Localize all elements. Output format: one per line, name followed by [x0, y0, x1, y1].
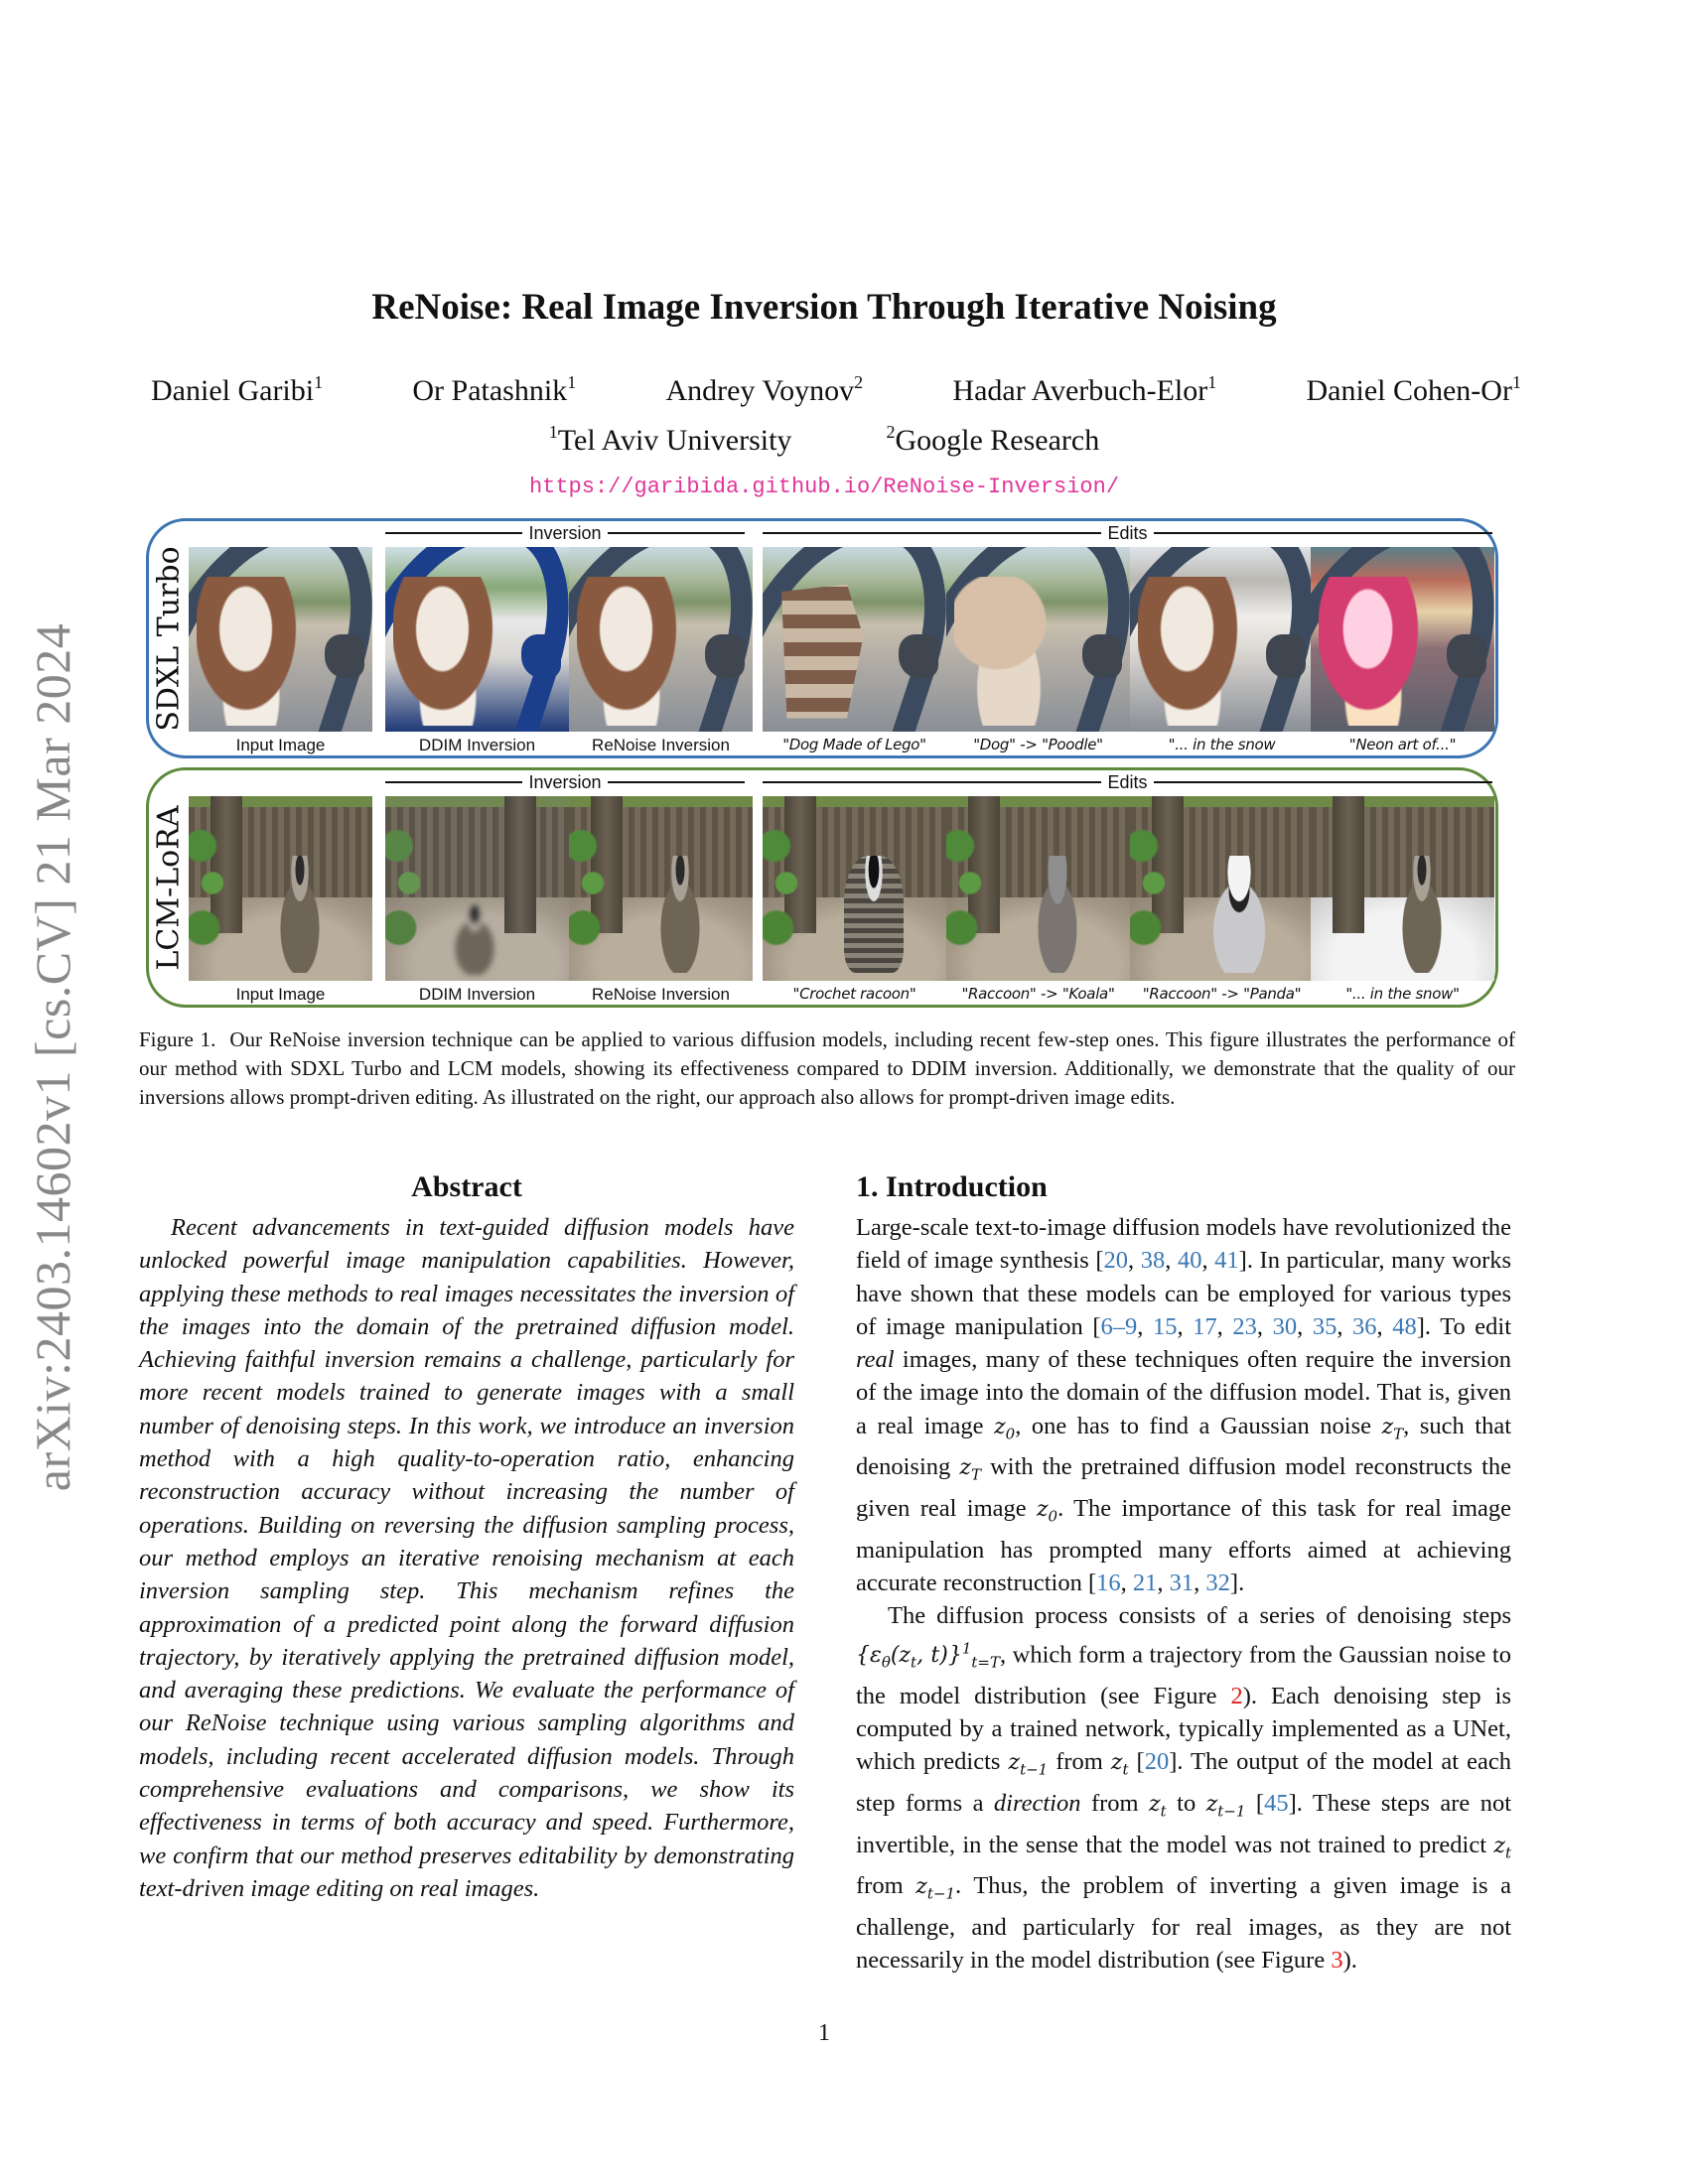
- introduction-section: [856, 1169, 1511, 1978]
- ddim-inversion-image: [385, 547, 569, 732]
- intro-paragraph-2: The diffusion process consists of a series of denoising steps {$\varepsilon_\theta(z_t$, t)}$^1_{t=T}$, which form a trajectory from the Gaussian noise to the model distribution (see Figure 2). Each denoising step is computed by a trained network, typically implemented as a UNet, which predicts $z_{t-1}$ from $z_t$ [20]. The output of the model at each step forms a direction from $z_t$ to $z_{t-1}$ [45]. These steps are not invertible, in the sense that the model was not trained to predict $z_t$ from $z_{t-1}$. Thus, the problem of inverting a given image is a challenge, and particularly for real images, as they are not necessarily in the model distribution (see Figure 3).: [856, 1602, 1512, 1975]
- author: Or Patashnik$^1$: [412, 372, 577, 407]
- tile-caption: ReNoise Inversion: [592, 736, 730, 754]
- tile-caption: "Raccoon" -> "Panda": [1142, 985, 1302, 1003]
- page-number: 1: [818, 2020, 830, 2046]
- citation-link[interactable]: 17: [1193, 1312, 1217, 1340]
- tile-caption: "Crochet racoon": [792, 985, 916, 1003]
- affiliation: $^2$Google Research: [886, 422, 1100, 457]
- tile-caption: "Dog Made of Lego": [782, 736, 926, 753]
- project-url-link[interactable]: https://garibida.github.io/ReNoise-Inversion/: [528, 475, 1120, 499]
- figure-caption: Figure 1. Our ReNoise inversion technique can be applied to various diffusion models, including recent few-step ones. This figure illustrates the performance of our method with SDXL Turbo and LCM models, showing its effectiveness compared to DDIM inversion. Additionally, we demonstrate that the quality of our inversions allows prompt-driven editing. As illustrated on the right, our approach also allows for prompt-driven image edits.: [139, 1027, 1515, 1109]
- citation-link[interactable]: 48: [1392, 1312, 1417, 1340]
- edits-group-header: Edits: [763, 772, 1492, 792]
- citation-link[interactable]: 21: [1132, 1570, 1158, 1597]
- citation-link[interactable]: 32: [1205, 1570, 1230, 1597]
- edit-image-panda: [1130, 796, 1314, 981]
- abstract-heading: Abstract: [411, 1170, 522, 1203]
- author: Hadar Averbuch-Elor$^1$: [952, 372, 1217, 407]
- introduction-heading: 1. Introduction: [856, 1170, 1048, 1203]
- renoise-inversion-image: [569, 547, 753, 732]
- tile-caption: ReNoise Inversion: [592, 985, 730, 1004]
- tile-caption: "Raccoon" -> "Koala": [961, 985, 1115, 1003]
- affiliation: $^1$Tel Aviv University: [548, 422, 792, 457]
- row-label: LCM-LoRA: [151, 805, 187, 970]
- inversion-group-header: Inversion: [385, 523, 745, 543]
- author: Daniel Garibi$^1$: [151, 372, 324, 407]
- ddim-inversion-image: [385, 796, 569, 981]
- tile-caption: "... in the snow: [1168, 736, 1276, 753]
- affiliation-list: [0, 422, 1648, 458]
- citation-link[interactable]: 35: [1312, 1312, 1337, 1340]
- tile-caption: Input Image: [235, 736, 326, 754]
- author: Andrey Voynov$^2$: [665, 372, 864, 407]
- edit-image-koala: [946, 796, 1130, 981]
- citation-link[interactable]: 6–9: [1100, 1312, 1138, 1340]
- figure-row-sdxl-turbo: [146, 518, 1498, 758]
- citation-link[interactable]: 31: [1169, 1570, 1195, 1597]
- arxiv-watermark: arXiv:2403.14602v1 [cs.CV] 21 Mar 2024: [25, 622, 80, 1492]
- citation-link[interactable]: 20: [1144, 1748, 1170, 1776]
- edit-image-neon: [1311, 547, 1494, 732]
- edit-image-crochet: [763, 796, 946, 981]
- citation-link[interactable]: 36: [1352, 1312, 1377, 1340]
- tile-caption: DDIM Inversion: [418, 985, 536, 1004]
- citation-link[interactable]: 15: [1152, 1312, 1178, 1340]
- abstract-text: Recent advancements in text-guided diffusion models have unlocked powerful image manipulation capabilities. However, applying these methods to real images necessitates the inversion of the images into the domain of the pretrained diffusion model. Achieving faithful inversion remains a challenge, particularly for more recent models trained to generate images with a small number of denoising steps. In this work, we introduce an inversion method with a high quality-to-operation ratio, enhancing reconstruction accuracy without increasing the number of operations. Building on reversing the diffusion sampling process, our method employs an iterative renoising mechanism at each inversion sampling step. This mechanism refines the approximation of a predicted point along the forward diffusion trajectory, by iteratively applying the pretrained diffusion model, and averaging these predictions. We evaluate the performance of our ReNoise technique using various sampling algorithms and models, including recent accelerated diffusion models. Through comprehensive evaluations and comparisons, we show its effectiveness in terms of both accuracy and speed. Furthermore, we confirm that our method preserves editability by demonstrating text-driven image editing on real images.: [139, 1214, 794, 1902]
- citation-link[interactable]: 40: [1177, 1247, 1202, 1275]
- citation-link[interactable]: 20: [1103, 1247, 1129, 1275]
- author-list: [151, 372, 1521, 408]
- edit-image-snow: [1311, 796, 1494, 981]
- tile-caption: DDIM Inversion: [418, 736, 536, 754]
- citation-link[interactable]: 41: [1214, 1247, 1239, 1275]
- figure-ref-link[interactable]: 2: [1230, 1682, 1243, 1709]
- citation-link[interactable]: 38: [1140, 1247, 1166, 1275]
- input-image: [189, 796, 372, 981]
- figure-row-lcm-lora: [146, 767, 1498, 1008]
- row-label: SDXL Turbo: [151, 545, 187, 732]
- author: Daniel Cohen-Or$^1$: [1306, 372, 1521, 407]
- input-image: [189, 547, 372, 732]
- citation-link[interactable]: 16: [1096, 1570, 1121, 1597]
- edit-image-poodle: [946, 547, 1130, 732]
- tile-caption: "Dog" -> "Poodle": [973, 736, 1103, 753]
- edit-image-lego: [763, 547, 946, 732]
- intro-paragraph-1: Large-scale text-to-image diffusion models have revolutionized the field of image synthesis [20, 38, 40, 41]. In particular, many works have shown that these models can be employed for various types of image manipulation [6–9, 15, 17, 23, 30, 35, 36, 48]. To edit real images, many of these techniques often require the inversion of the image into the domain of the diffusion model. That is, given a real image $z_0$, one has to find a Gaussian noise $z_T$, such that denoising $z_T$ with the pretrained diffusion model reconstructs the given real image $z_0$. The importance of this task for real image manipulation has prompted many efforts aimed at achieving accurate reconstruction [16, 21, 31, 32].: [856, 1214, 1512, 1597]
- inversion-group-header: Inversion: [385, 772, 745, 792]
- edit-image-snow: [1130, 547, 1314, 732]
- edits-group-header: Edits: [763, 523, 1492, 543]
- paper-title: ReNoise: Real Image Inversion Through Iterative Noising: [371, 287, 1277, 328]
- tile-caption: "... in the snow": [1345, 985, 1460, 1003]
- citation-link[interactable]: 23: [1232, 1312, 1257, 1340]
- figure-ref-link[interactable]: 3: [1331, 1947, 1343, 1975]
- tile-caption: "Neon art of...": [1348, 736, 1457, 753]
- tile-caption: Input Image: [235, 985, 326, 1004]
- abstract-section: [139, 1169, 794, 1905]
- renoise-inversion-image: [569, 796, 753, 981]
- citation-link[interactable]: 30: [1272, 1312, 1298, 1340]
- citation-link[interactable]: 45: [1264, 1790, 1289, 1818]
